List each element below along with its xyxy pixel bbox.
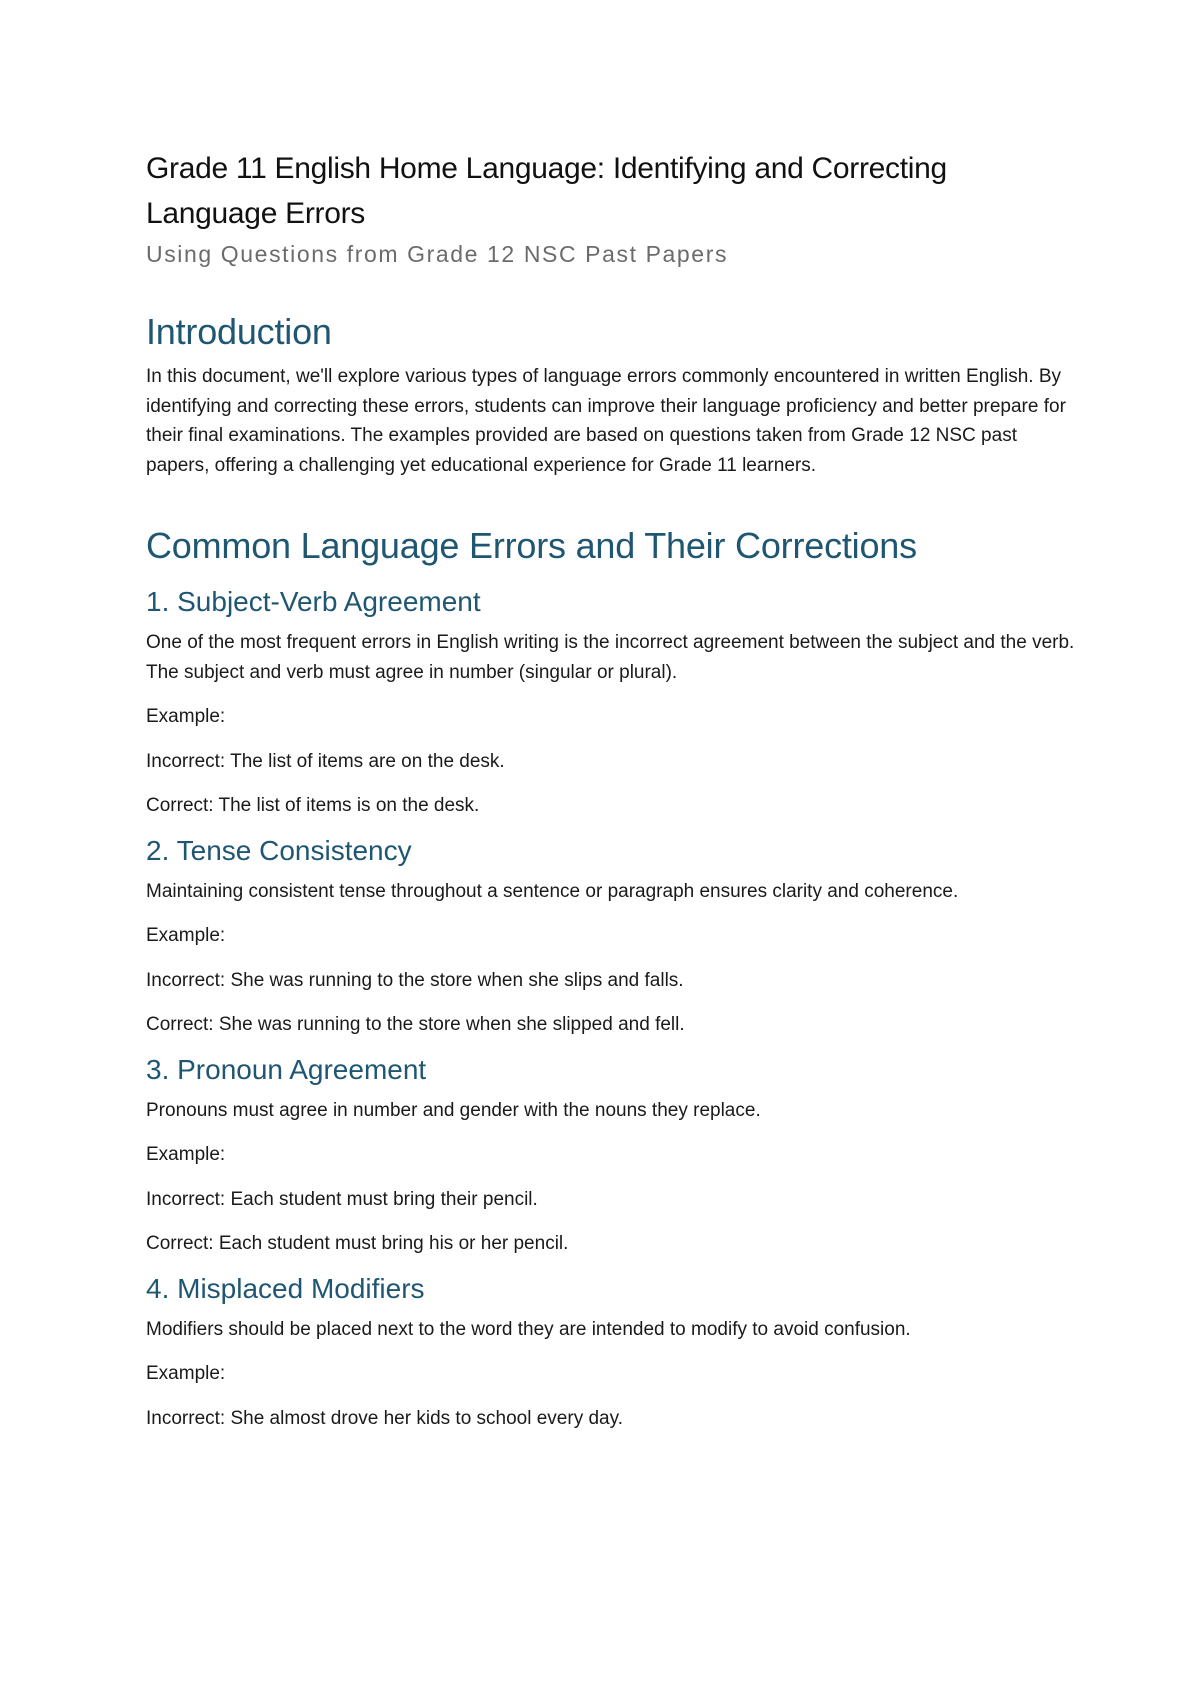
introduction-paragraph: In this document, we'll explore various types of language errors commonly encountered in written English. By identifying and correcting these errors, students can improve their language proficiency and better prepare for their final examinations. The examples provided are based on questions taken from Grade 12 NSC past papers, offering a challenging yet educational experience for Grade 11 learners.: [146, 366, 1066, 476]
section-body: Maintaining consistent tense throughout a sentence or paragraph ensures clarity and coherence.: [146, 880, 959, 902]
common-errors-heading: Common Language Errors and Their Corrections: [146, 525, 917, 566]
incorrect-example: Incorrect: Each student must bring their pencil.: [146, 1188, 538, 1210]
document-subtitle: Using Questions from Grade 12 NSC Past Papers: [146, 241, 729, 267]
incorrect-example: Incorrect: She almost drove her kids to school every day.: [146, 1407, 623, 1429]
incorrect-example: Incorrect: The list of items are on the desk.: [146, 750, 505, 772]
section-body: Modifiers should be placed next to the word they are intended to modify to avoid confusion.: [146, 1318, 911, 1340]
section-body: One of the most frequent errors in English writing is the incorrect agreement between the subject and the verb. The subject and verb must agree in number (singular or plural).: [146, 632, 1075, 683]
correct-example: Correct: She was running to the store when she slipped and fell.: [146, 1014, 685, 1035]
section-tense-consistency: [146, 833, 1076, 1040]
correct-example: Correct: Each student must bring his or her pencil.: [146, 1233, 569, 1254]
example-label: Example:: [146, 1363, 226, 1384]
document-title: Grade 11 English Home Language: Identifying and Correcting Language Errors: [146, 152, 947, 230]
section-heading: 4. Misplaced Modifiers: [146, 1272, 425, 1304]
introduction-heading: Introduction: [146, 311, 332, 352]
document-page: [146, 146, 1076, 1433]
example-label: Example:: [146, 925, 226, 946]
correct-example: Correct: The list of items is on the desk.: [146, 795, 480, 816]
example-label: Example:: [146, 706, 226, 727]
section-heading: 1. Subject-Verb Agreement: [146, 586, 481, 617]
incorrect-example: Incorrect: She was running to the store when she slips and falls.: [146, 969, 684, 991]
section-body: Pronouns must agree in number and gender with the nouns they replace.: [146, 1099, 761, 1121]
example-label: Example:: [146, 1144, 226, 1165]
section-subject-verb-agreement: [146, 584, 1076, 821]
section-pronoun-agreement: [146, 1052, 1076, 1259]
section-heading: 3. Pronoun Agreement: [146, 1053, 427, 1085]
section-heading: 2. Tense Consistency: [146, 834, 412, 866]
section-misplaced-modifiers: [146, 1271, 1076, 1434]
